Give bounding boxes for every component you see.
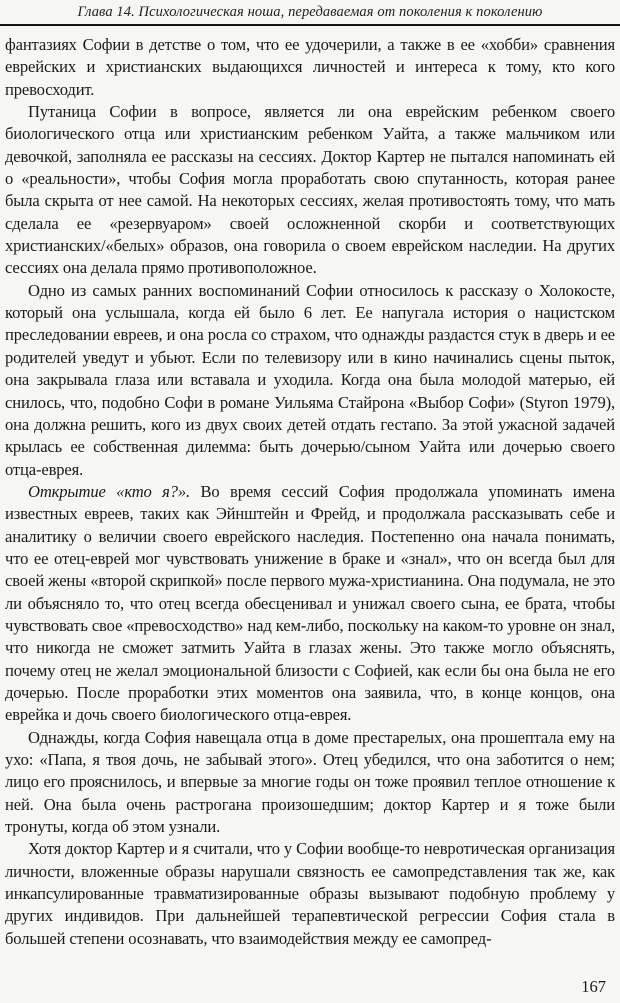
paragraph-text: Во время сессий София продолжала упоминать имена известных евреев, таких как Эйнштейн и Фрейд, и продолжала рассказывать себе и аналитику о величии своего еврейского наследия. Постепенно она начала понимать, что ее отец-еврей мог чувствовать унижение в браке и «знал», что он всегда был для своей жены «второй скрипкой» после первого мужа-христианина. Она подумала, не это ли объясняло то, что отец всегда обесценивал и унижал своего сына, ее брата, чтобы чувствовать свое «превосходство» над кем-либо, поскольку на каком-то уровне он знал, что никогда не сможет затмить Уайта в глазах жены. Это также могло объяснять, почему отец не желал эмоциональной близости с Софией, как если бы она была не его дочерью. После проработки этих моментов она заявила, что, в конце концов, она еврейка и дочь своего биологического отца-еврея. [5, 481, 615, 725]
paragraph: фантазиях Софии в детстве о том, что ее удочерили, а также в ее «хобби» сравнения еврейских и христианских выдающихся личностей и интереса к тому, кто кого превосходит. [5, 35, 615, 99]
paragraph: Путаница Софии в вопросе, является ли она еврейским ребенком своего биологического отца или христианским ребенком Уайта, а также мальчиком или девочкой, заполняла ее рассказы на сессиях. Доктор Картер не пытался напоминать ей о «реальности», чтобы София могла проработать свою спутанность, которая ранее была скрыта от нее самой. На некоторых сессиях, желая противостоять тому, что мать сделала ее «резервуаром» своей осложненной скорби и соответствующих христианских/«белых» образов, она говорила о своем еврейском наследии. На других сессиях она делала прямо противоположное. [5, 102, 615, 278]
paragraph [5, 481, 615, 727]
body-text [0, 26, 620, 950]
paragraph: Одно из самых ранних воспоминаний Софии относилось к рассказу о Холокосте, который она услышала, когда ей было 6 лет. Ее напугала история о нацистском преследовании евреев, и она росла со страхом, что однажды раздастся стук в дверь и ее родителей уведут и убьют. Если по телевизору или в кино начинались сцены пыток, она закрывала глаза или вставала и уходила. Когда она была молодой матерью, ей снилось, что, подобно Софи в романе Уильяма Стайрона «Выбор Софи» (Styron 1979), она должна решить, кого из двух своих детей отдать гестапо. За этой ужасной задачей крылась ее собственная дилемма: быть дочерью/сыном Уайта или дочерью своего отца-еврея. [5, 280, 615, 479]
paragraph: Хотя доктор Картер и я считали, что у Софии вообще-то невротическая организация личности, вложенные образы нарушали связность ее самопредставления так же, как инкапсулированные травматизированные образы вызывают подобную проблему у других индивидов. При дальнейшей терапевтической регрессии София стала в большей степени осознавать, что взаимодействия между ее самопред- [5, 839, 615, 948]
paragraph: Однажды, когда София навещала отца в доме престарелых, она прошептала ему на ухо: «Папа, я твоя дочь, не забывай этого». Отец убедился, что она заботится о нем; лицо его прояснилось, и впервые за многие годы он тоже проявил теплое отношение к ней. Она была очень растрогана произошедшим; доктор Картер и я тоже были тронуты, когда об этом узнали. [5, 727, 615, 837]
page-footer [581, 977, 606, 997]
running-header: Глава 14. Психологическая ноша, передаваемая от поколения к поколению [77, 4, 543, 20]
page-number: 167 [581, 977, 606, 996]
paragraph-lead-italic: Открытие «кто я?». [28, 481, 191, 501]
